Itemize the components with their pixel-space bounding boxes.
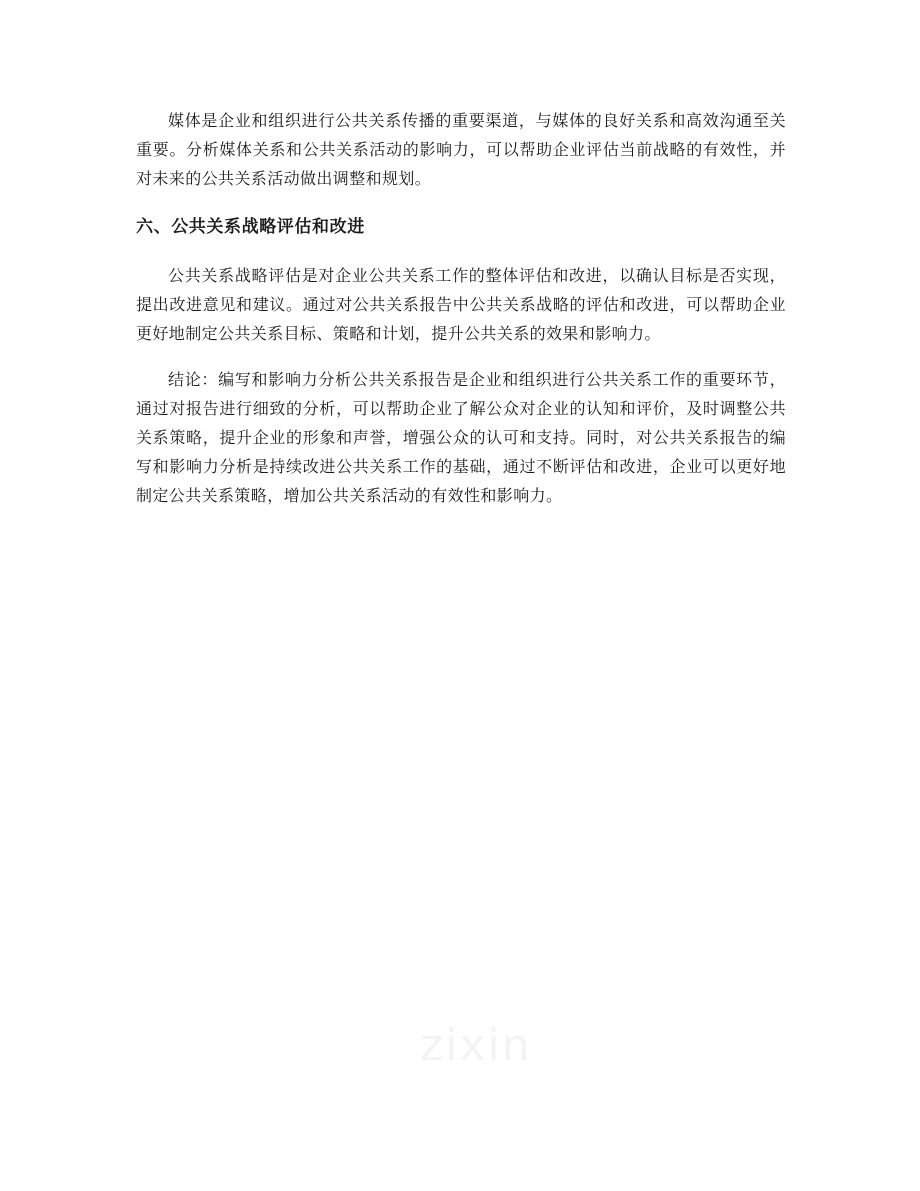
- paragraph-conclusion: 结论：编写和影响力分析公共关系报告是企业和组织进行公共关系工作的重要环节，通过对报告进行细致的分析，可以帮助企业了解公众对企业的认知和评价，及时调整公共关系策略，提升企业的形象和声誉，增强公众的认可和支持。同时，对公共关系报告的编写和影响力分析是持续改进公共关系工作的基础，通过不断评估和改进，企业可以更好地制定公共关系策略，增加公共关系活动的有效性和影响力。: [136, 370, 786, 505]
- section-heading-strategy-evaluation: 六、公共关系战略评估和改进: [136, 217, 365, 237]
- document-body: [136, 106, 786, 510]
- watermark: zixin: [420, 1020, 532, 1071]
- paragraph-strategy-evaluation: 公共关系战略评估是对企业公共关系工作的整体评估和改进，以确认目标是否实现，提出改进意见和建议。通过对公共关系报告中公共关系战略的评估和改进，可以帮助企业更好地制定公共关系目标、策略和计划，提升公共关系的效果和影响力。: [136, 266, 786, 343]
- paragraph-media-relations: 媒体是企业和组织进行公共关系传播的重要渠道，与媒体的良好关系和高效沟通至关重要。分析媒体关系和公共关系活动的影响力，可以帮助企业评估当前战略的有效性，并对未来的公共关系活动做出调整和规划。: [136, 111, 786, 188]
